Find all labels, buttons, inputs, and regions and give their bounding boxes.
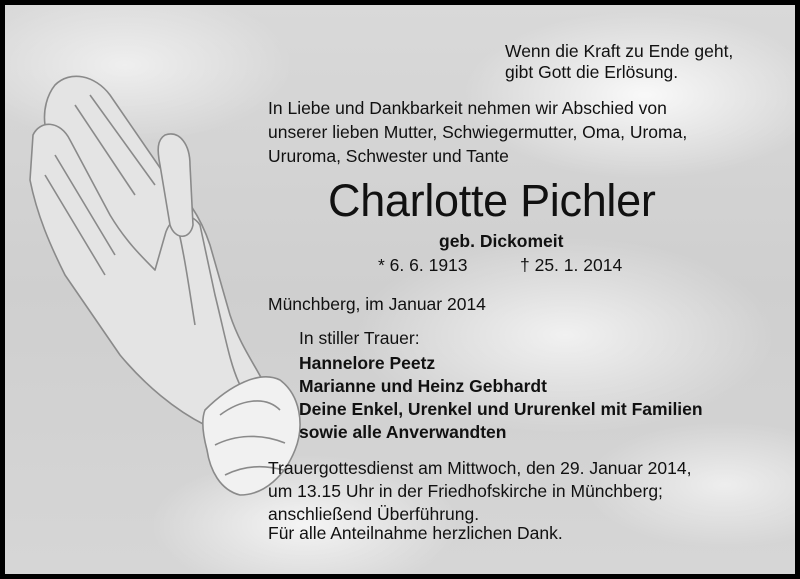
intro-line: Ururoma, Schwester und Tante: [268, 146, 509, 166]
place-date: Münchberg, im Januar 2014: [268, 294, 486, 314]
mourner: Marianne und Heinz Gebhardt: [299, 376, 547, 396]
birth-date: * 6. 6. 1913: [378, 255, 468, 275]
motto-line: Wenn die Kraft zu Ende geht,: [505, 41, 734, 61]
mourning-label: In stiller Trauer:: [299, 328, 420, 348]
birth-name: geb. Dickomeit: [439, 231, 564, 251]
service-info: [268, 458, 691, 527]
service-line: Trauergottesdienst am Mittwoch, den 29. Januar 2014,: [268, 458, 692, 478]
intro-text: [268, 98, 687, 170]
intro-line: unserer lieben Mutter, Schwiegermutter, Oma, Uroma,: [268, 122, 688, 142]
death-date: † 25. 1. 2014: [520, 255, 623, 275]
intro-line: In Liebe und Dankbarkeit nehmen wir Abschied von: [268, 98, 667, 118]
mourner: Hannelore Peetz: [299, 353, 436, 373]
mourner: Deine Enkel, Urenkel und Ururenkel mit Familien: [299, 399, 703, 419]
deceased-name: Charlotte Pichler: [328, 175, 656, 226]
motto: [505, 41, 733, 83]
mourners-list: [299, 353, 703, 445]
service-line: um 13.15 Uhr in der Friedhofskirche in Münchberg;: [268, 481, 663, 501]
thanks-text: Für alle Anteilnahme herzlichen Dank.: [268, 523, 563, 543]
motto-line: gibt Gott die Erlösung.: [505, 62, 679, 82]
service-line: anschließend Überführung.: [268, 504, 480, 524]
mourner: sowie alle Anverwandten: [299, 422, 507, 442]
